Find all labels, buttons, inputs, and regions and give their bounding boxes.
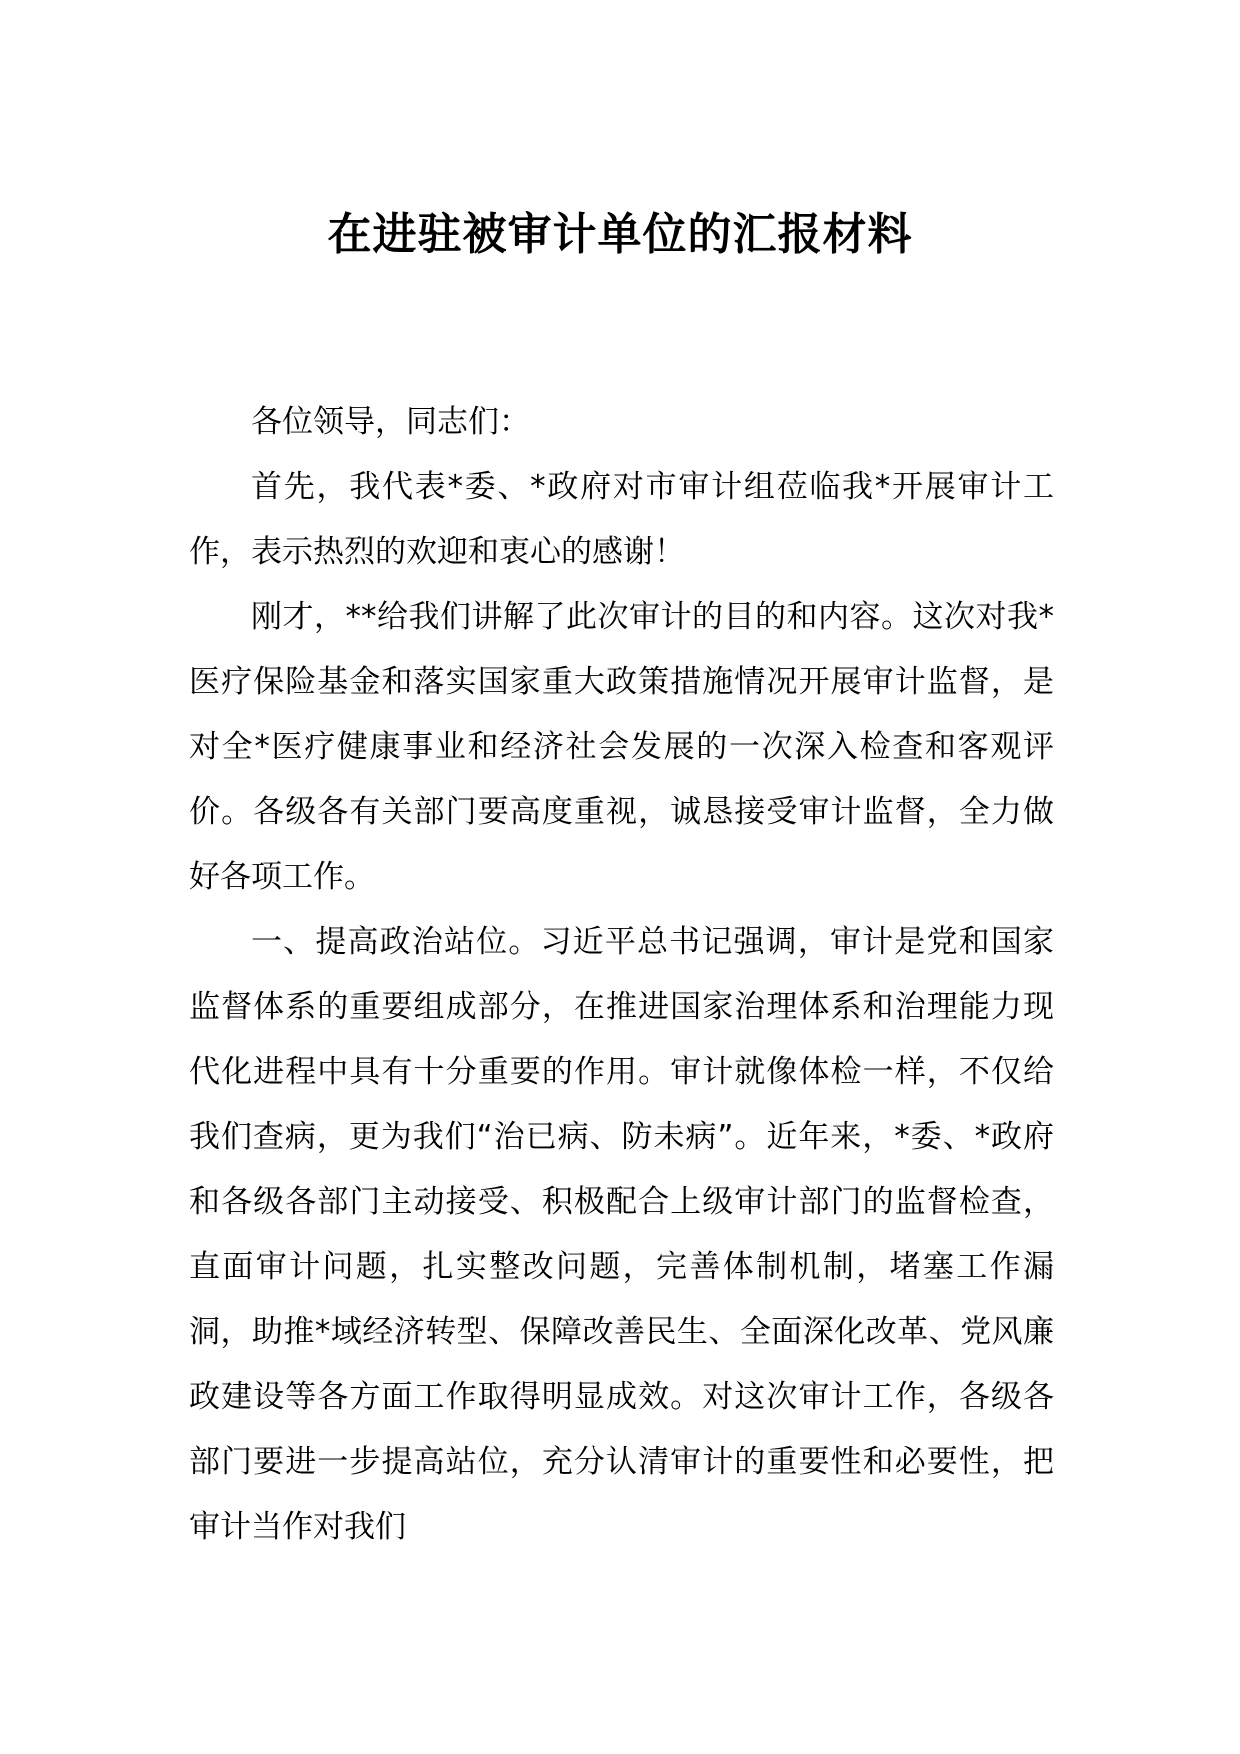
document-title: 在进驻被审计单位的汇报材料 [327, 209, 913, 260]
paragraph-political-stance: 一、提高政治站位。习近平总书记强调，审计是党和国家监督体系的重要组成部分，在推进国家治理体系和治理能力现代化进程中具有十分重要的作用。审计就像体检一样，不仅给我们查病，更为我们“治已病、防未病”。近年来，*委、*政府和各级各部门主动接受、积极配合上级审计部门的监督检查，直面审计问题，扎实整改问题，完善体制机制，堵塞工作漏洞，助推*域经济转型、保障改善民生、全面深化改革、党风廉政建设等各方面工作取得明显成效。对这次审计工作，各级各部门要进一步提高站位，充分认清审计的重要性和必要性，把审计当作对我们 [189, 924, 1054, 1545]
paragraph-audit-purpose: 刚才，**给我们讲解了此次审计的目的和内容。这次对我*医疗保险基金和落实国家重大政策措施情况开展审计监督，是对全*医疗健康事业和经济社会发展的一次深入检查和客观评价。各级各有关部门要高度重视，诚恳接受审计监督，全力做好各项工作。 [189, 599, 1054, 895]
paragraph-salutation: 各位领导，同志们： [251, 404, 530, 440]
document-body [189, 390, 1054, 1560]
paragraph-welcome: 首先，我代表*委、*政府对市审计组莅临我*开展审计工作，表示热烈的欢迎和衷心的感谢！ [189, 469, 1054, 570]
